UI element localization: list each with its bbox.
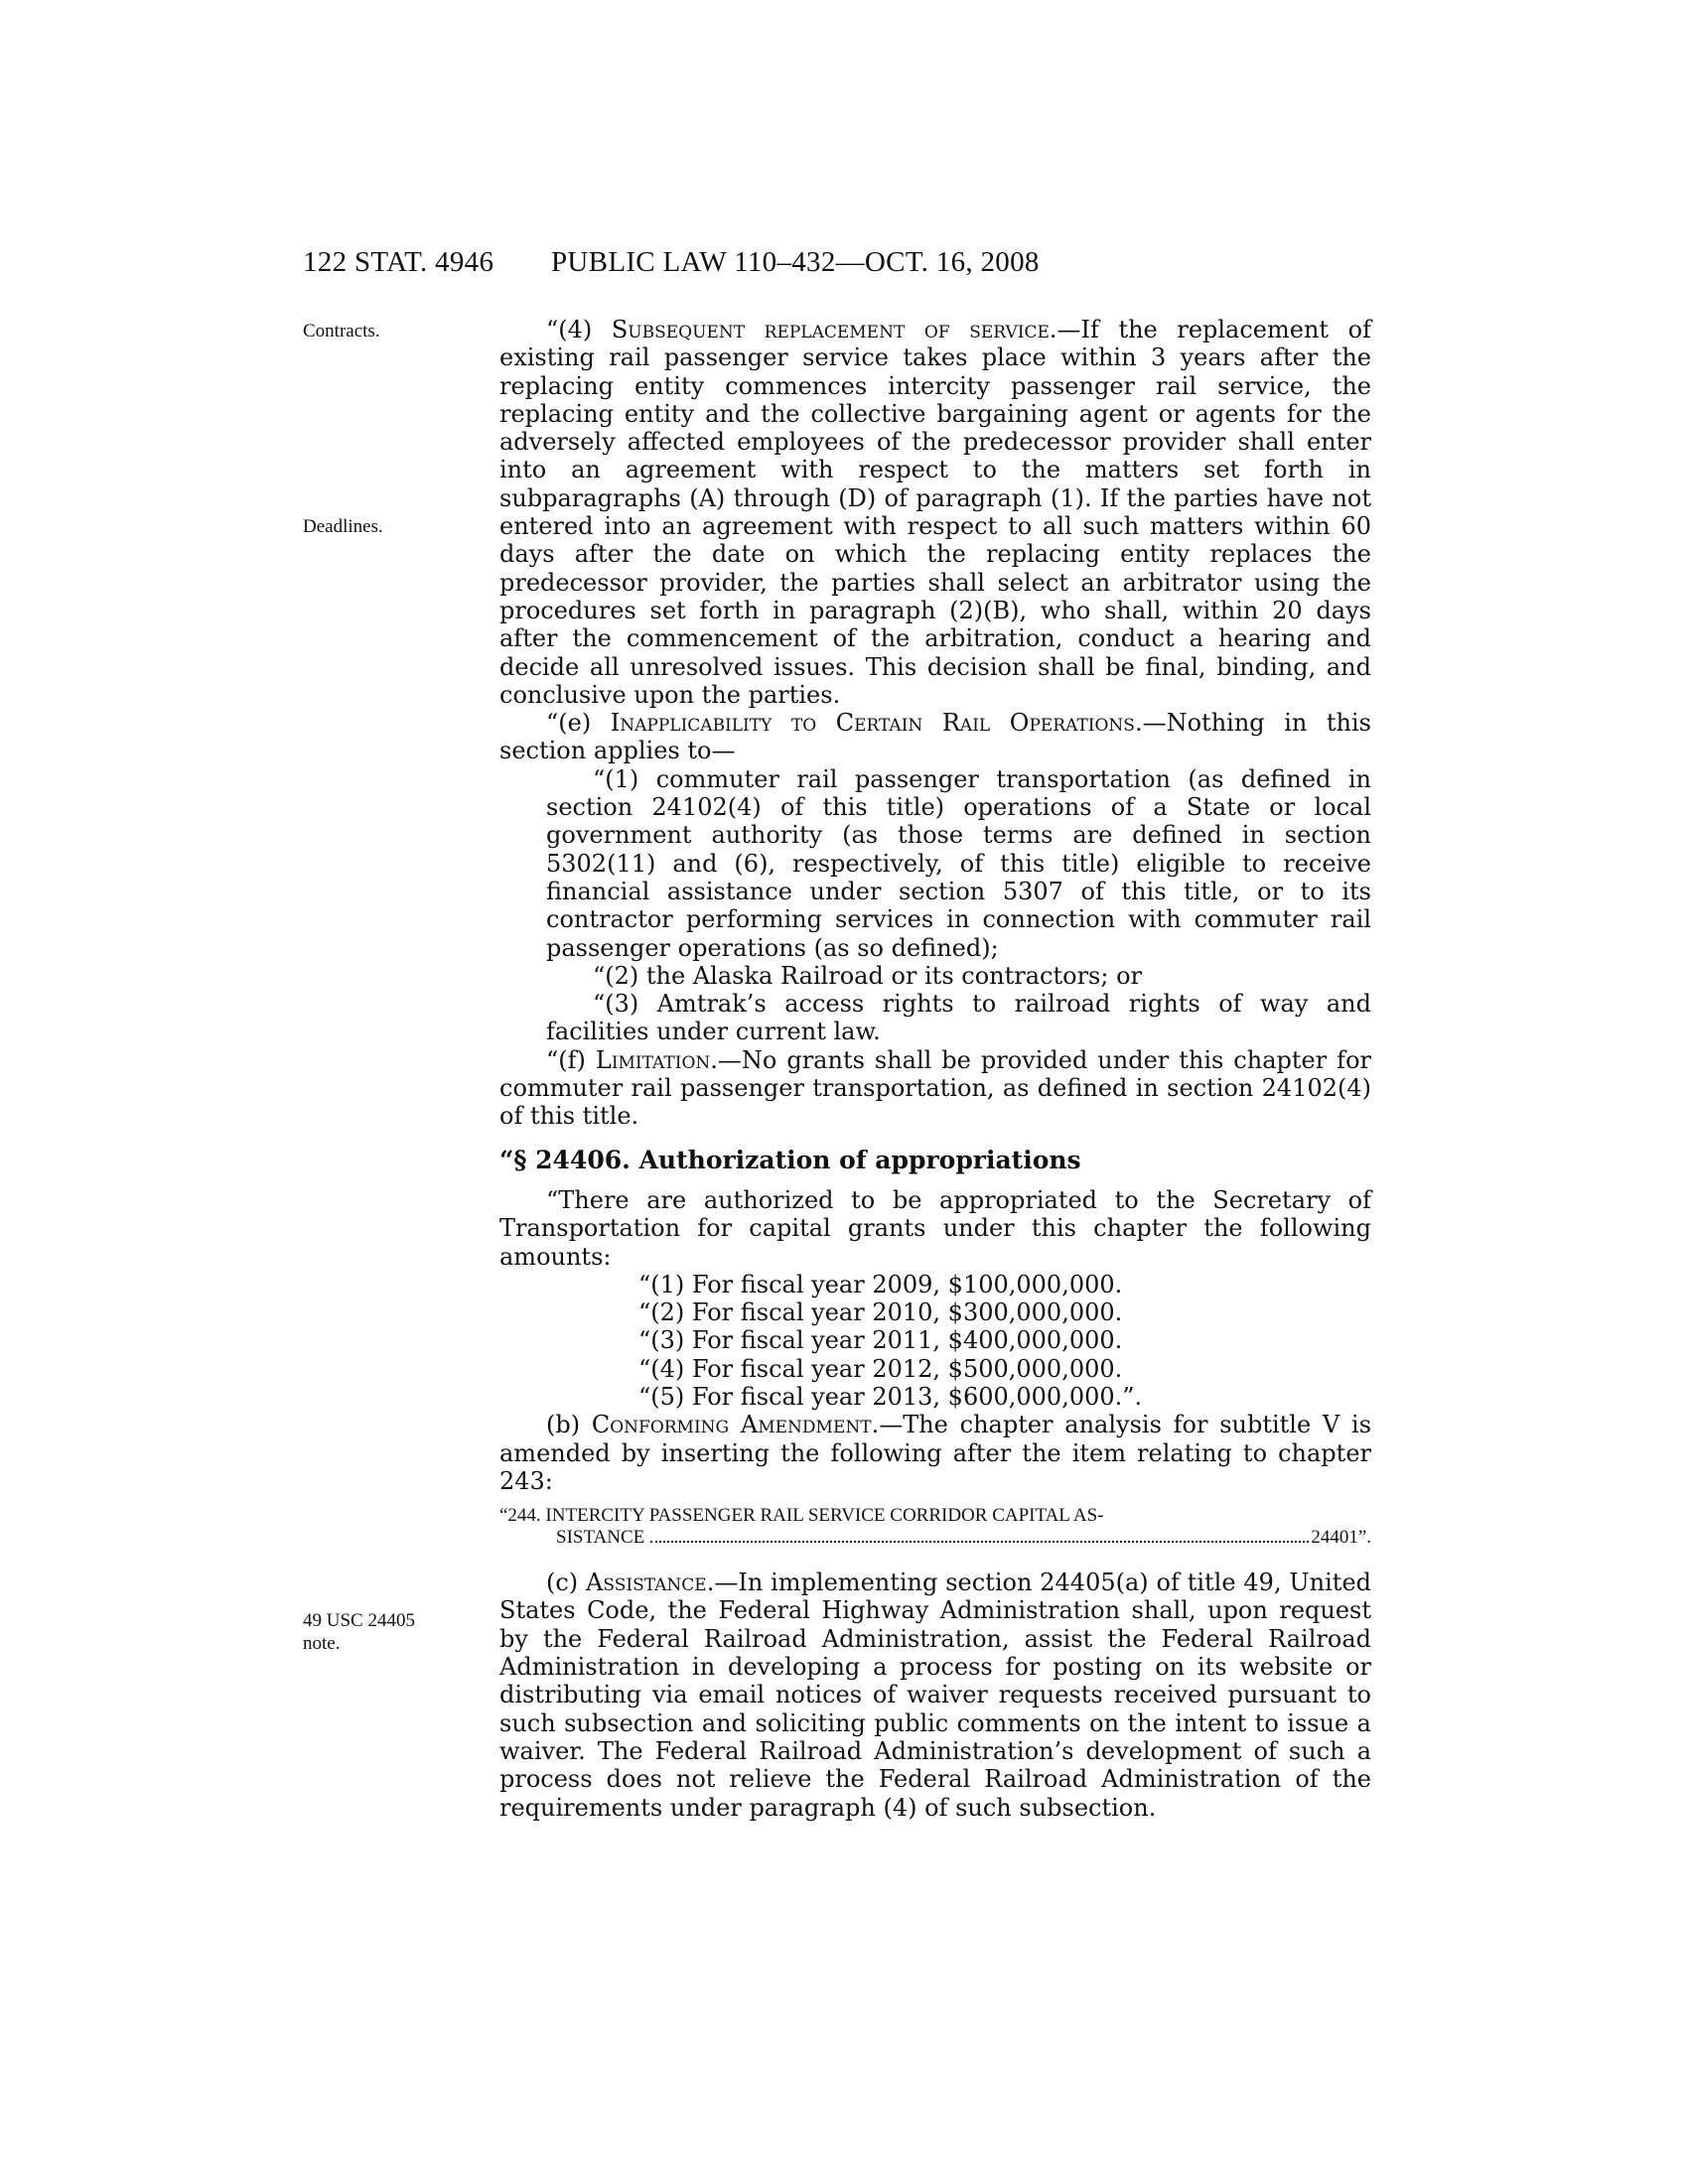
running-header <box>303 246 1296 286</box>
subsection-c-heading: Assistance <box>586 1569 707 1597</box>
stat-page-number: 122 STAT. 4946 <box>303 246 494 278</box>
margin-note-usc-line2: note. <box>303 1633 341 1654</box>
toc-line-2 <box>499 1527 1371 1549</box>
subsection-b-text: .—The chapter analysis for subtitle V is amended by inserting the following after the item relating to chapter 243: <box>499 1411 1372 1495</box>
toc-line-2-text: SISTANCE <box>556 1527 645 1549</box>
fiscal-year-item-3: “(3) For fiscal year 2011, $400,000,000. <box>638 1326 1123 1355</box>
subsection-e-text: .—Nothing in this section applies to— <box>499 709 1371 765</box>
fiscal-year-item-4: “(4) For fiscal year 2012, $500,000,000. <box>638 1354 1123 1383</box>
paragraph-4-lead: “(4) <box>546 316 612 343</box>
authorization-text: “There are authorized to be appropriated to the Secretary of Transportation for capital grants under this chapter the following amounts: <box>499 1185 1371 1271</box>
subsection-f <box>499 1046 1371 1131</box>
subsection-b-heading: Conforming Amendment <box>591 1411 872 1439</box>
subsection-e-item-3: “(3) Amtrak’s access rights to railroad rights of way and facilities under current law. <box>546 990 1371 1046</box>
subsection-b-lead: (b) <box>546 1411 592 1439</box>
fiscal-year-item-2: “(2) For fiscal year 2010, $300,000,000. <box>638 1298 1123 1327</box>
subsection-f-lead: “(f) <box>546 1045 596 1074</box>
subsection-e <box>499 709 1371 765</box>
subsection-e-lead: “(e) <box>546 709 611 738</box>
margin-note-contracts: Contracts. <box>303 321 380 341</box>
margin-note-deadlines: Deadlines. <box>303 516 383 537</box>
margin-note-usc <box>303 1609 452 1655</box>
paragraph-4-text: .—If the replacement of existing rail passenger service takes place within 3 years after the replacing entity commences intercity passenger rail service, the replacing entity and the collective bargaining agent or agents for the adversely affected employees of the predecessor provider shall enter into an agreement with respect to the matters set forth in subparagraphs (A) through (D) of paragraph (1). If the parties have not entered into an agreement with respect to all such matters within 60 days after the date on which the replacing entity replaces the predecessor provider, the parties shall select an arbitrator using the procedures set forth in paragraph (2)(B), who shall, within 20 days after the commencement of the arbitration, conduct a hearing and decide all unresolved issues. This decision shall be final, binding, and conclusive upon the parties. <box>499 316 1371 709</box>
toc-leader-dots <box>650 1541 1309 1543</box>
chapter-analysis-entry <box>499 1505 1371 1549</box>
margin-note-usc-line1: 49 USC 24405 <box>303 1610 415 1631</box>
document-body <box>499 316 1371 1822</box>
toc-line-1: “244. INTERCITY PASSENGER RAIL SERVICE CORRIDOR CAPITAL AS- <box>499 1505 1104 1527</box>
toc-page-ref: 24401”. <box>1311 1527 1371 1549</box>
subsection-e-item-2: “(2) the Alaska Railroad or its contractors; or <box>593 961 1142 990</box>
fiscal-year-item-1: “(1) For fiscal year 2009, $100,000,000. <box>638 1270 1123 1298</box>
subsection-f-heading: Limitation <box>595 1045 711 1074</box>
subsection-e-heading: Inapplicability to Certain Rail Operations <box>610 709 1135 738</box>
paragraph-4 <box>499 316 1371 709</box>
fiscal-year-item-5: “(5) For fiscal year 2013, $600,000,000.”. <box>638 1382 1143 1411</box>
subsection-e-item-1: “(1) commuter rail passenger transportation (as defined in section 24102(4) of this title) operations of a State or local government authority (as those terms are defined in section 5302(11) and (6), respectively, of this title) eligible to receive financial assistance under section 5307 of this title, or to its contractor performing services in connection with commuter rail passenger operations (as so defined); <box>546 764 1371 962</box>
section-heading: “§ 24406. Authorization of appropriations <box>499 1145 1081 1174</box>
paragraph-4-heading: Subsequent replacement of service <box>611 316 1050 343</box>
subsection-c-text: .—In implementing section 24405(a) of title 49, United States Code, the Federal Highway Administration shall, upon request by the Federal Railroad Administration, assist the Federal Railroad Administration in developing a process for posting on its website or distributing via email notices of waiver requests received pursuant to such subsection and soliciting public comments on the intent to issue a waiver. The Federal Railroad Administration’s development of such a process does not relieve the Federal Railroad Administration of the requirements under paragraph (4) of such subsection. <box>499 1569 1372 1822</box>
subsection-c <box>499 1569 1371 1822</box>
subsection-f-text: .—No grants shall be provided under this chapter for commuter rail passenger transportation, as defined in section 24102(4) of this title. <box>499 1045 1371 1131</box>
public-law-title: PUBLIC LAW 110–432—OCT. 16, 2008 <box>551 246 1040 278</box>
subsection-c-lead: (c) <box>546 1569 587 1597</box>
subsection-b <box>499 1411 1371 1495</box>
